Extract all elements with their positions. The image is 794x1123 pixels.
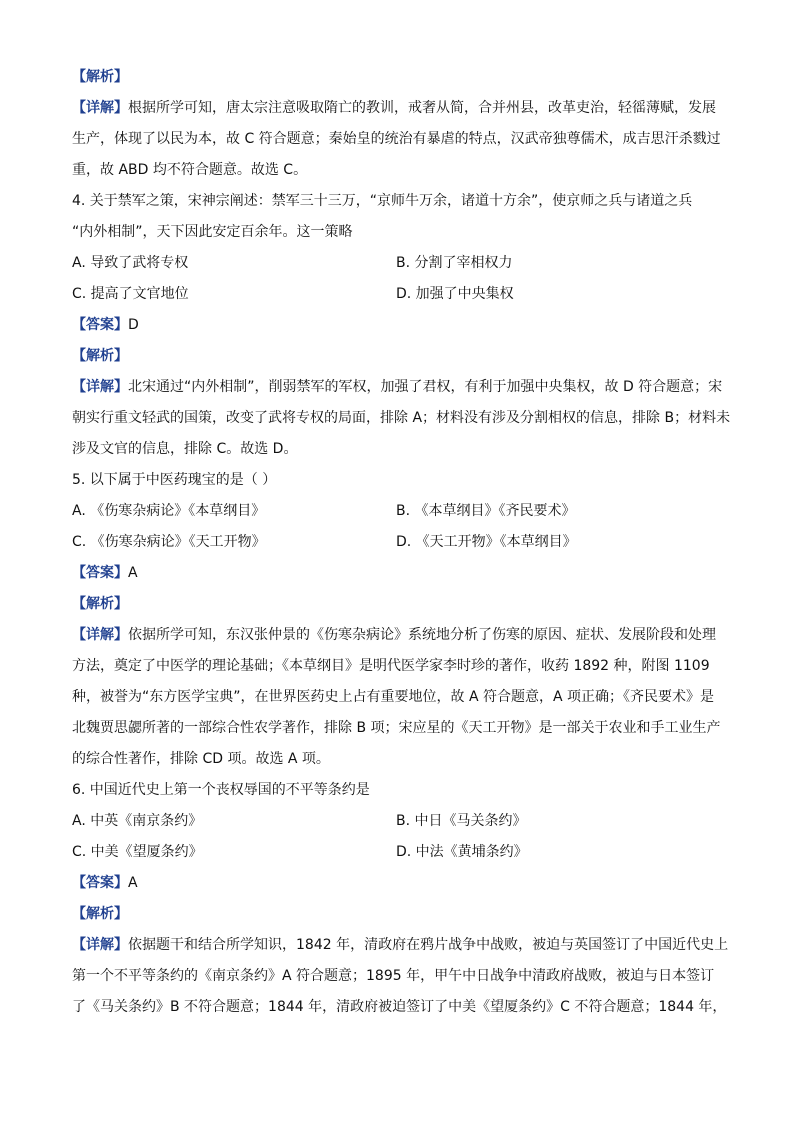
option-a: A. 中英《南京条约》 [72, 813, 203, 829]
option-b: B. 分割了宰相权力 [396, 255, 513, 271]
answer-label: 【答案】 [72, 317, 128, 333]
option-a: A. 导致了武将专权 [72, 255, 189, 271]
option-row [72, 279, 724, 310]
question-stem: “内外相制”，天下因此安定百余年。这一策略 [72, 224, 353, 240]
detail-label: 【详解】 [72, 100, 128, 116]
detail-line: 第一个不平等条约的《南京条约》A 符合题意；1895 年，甲午中日战争中清政府战败，被迫与日本签订 [72, 968, 715, 984]
option-row [72, 248, 724, 279]
detail-line [72, 930, 729, 961]
detail-line: 重，故 ABD 均不符合题意。故选 C。 [72, 162, 308, 178]
question-stem: 5. 以下属于中医药瑰宝的是（ ） [72, 472, 277, 488]
option-c: C. 提高了文官地位 [72, 286, 189, 302]
detail-text: 北宋通过“内外相制”，削弱禁军的军权，加强了君权，有利于加强中央集权，故 D 符合题意；宋 [128, 379, 723, 395]
answer-line [72, 558, 724, 589]
detail-line: 朝实行重文轻武的国策，改变了武将专权的局面，排除 A；材料没有涉及分割相权的信息，排除 B；材料未 [72, 410, 731, 426]
answer-line [72, 868, 724, 899]
detail-line: 涉及文官的信息，排除 C。故选 D。 [72, 441, 298, 457]
detail-line: 种，被誉为“东方医学宝典”，在世界医药史上占有重要地位，故 A 符合题意，A 项正确；《齐民要术》是 [72, 689, 715, 705]
detail-label: 【详解】 [72, 379, 128, 395]
analysis-label: 【解析】 [72, 348, 128, 364]
analysis-label: 【解析】 [72, 906, 128, 922]
option-d: D. 加强了中央集权 [396, 286, 514, 302]
answer-value: A [128, 565, 138, 581]
option-row [72, 837, 724, 868]
answer-value: D [128, 317, 139, 333]
detail-text: 根据所学可知，唐太宗注意吸取隋亡的教训，戒奢从简，合并州县，改革吏治，轻徭薄赋，发展 [128, 100, 716, 116]
option-b: B. 中日《马关条约》 [396, 813, 527, 829]
detail-label: 【详解】 [72, 627, 128, 643]
analysis-heading [72, 589, 724, 620]
detail-line [72, 93, 724, 124]
option-c: C. 《伤寒杂病论》《天工开物》 [72, 534, 266, 550]
detail-line: 了《马关条约》B 不符合题意；1844 年，清政府被迫签订了中美《望厦条约》C 不符合题意；1844 年， [72, 999, 727, 1015]
question-stem: 6. 中国近代史上第一个丧权辱国的不平等条约是 [72, 782, 370, 798]
option-b: B. 《本草纲目》《齐民要术》 [396, 503, 576, 519]
option-d: D. 《天工开物》《本草纲目》 [396, 534, 577, 550]
detail-line: 方法，奠定了中医学的理论基础；《本草纲目》是明代医学家李时珍的著作，收药 1892 种，附图 1109 [72, 658, 710, 674]
analysis-label: 【解析】 [72, 69, 128, 85]
question-stem: 4. 关于禁军之策，宋神宗阐述：禁军三十三万，“京师牛万余，诸道十方余”，使京师之兵与诸道之兵 [72, 193, 693, 209]
answer-label: 【答案】 [72, 565, 128, 581]
detail-line: 北魏贾思勰所著的一部综合性农学著作，排除 B 项；宋应星的《天工开物》是一部关于农业和手工业生产 [72, 720, 721, 736]
detail-text: 依据所学可知，东汉张仲景的《伤寒杂病论》系统地分析了伤寒的原因、症状、发展阶段和处理 [128, 627, 716, 643]
option-row [72, 806, 724, 837]
answer-label: 【答案】 [72, 875, 128, 891]
answer-value: A [128, 875, 138, 891]
detail-line: 的综合性著作，排除 CD 项。故选 A 项。 [72, 751, 330, 767]
document-page [72, 62, 731, 1023]
detail-line: 生产，体现了以民为本，故 C 符合题意；秦始皇的统治有暴虐的特点，汉武帝独尊儒术，成吉思汗杀戮过 [72, 131, 721, 147]
answer-line [72, 310, 724, 341]
analysis-heading [72, 341, 724, 372]
option-row [72, 496, 724, 527]
option-c: C. 中美《望厦条约》 [72, 844, 203, 860]
option-row [72, 527, 724, 558]
analysis-heading [72, 62, 724, 93]
detail-line [72, 620, 724, 651]
analysis-label: 【解析】 [72, 596, 128, 612]
analysis-heading [72, 899, 724, 930]
option-d: D. 中法《黄埔条约》 [396, 844, 528, 860]
option-a: A. 《伤寒杂病论》《本草纲目》 [72, 503, 266, 519]
detail-line [72, 372, 724, 403]
detail-text: 依据题干和结合所学知识，1842 年，清政府在鸦片战争中战败，被迫与英国签订了中国近代史上 [128, 937, 729, 953]
detail-label: 【详解】 [72, 937, 128, 953]
